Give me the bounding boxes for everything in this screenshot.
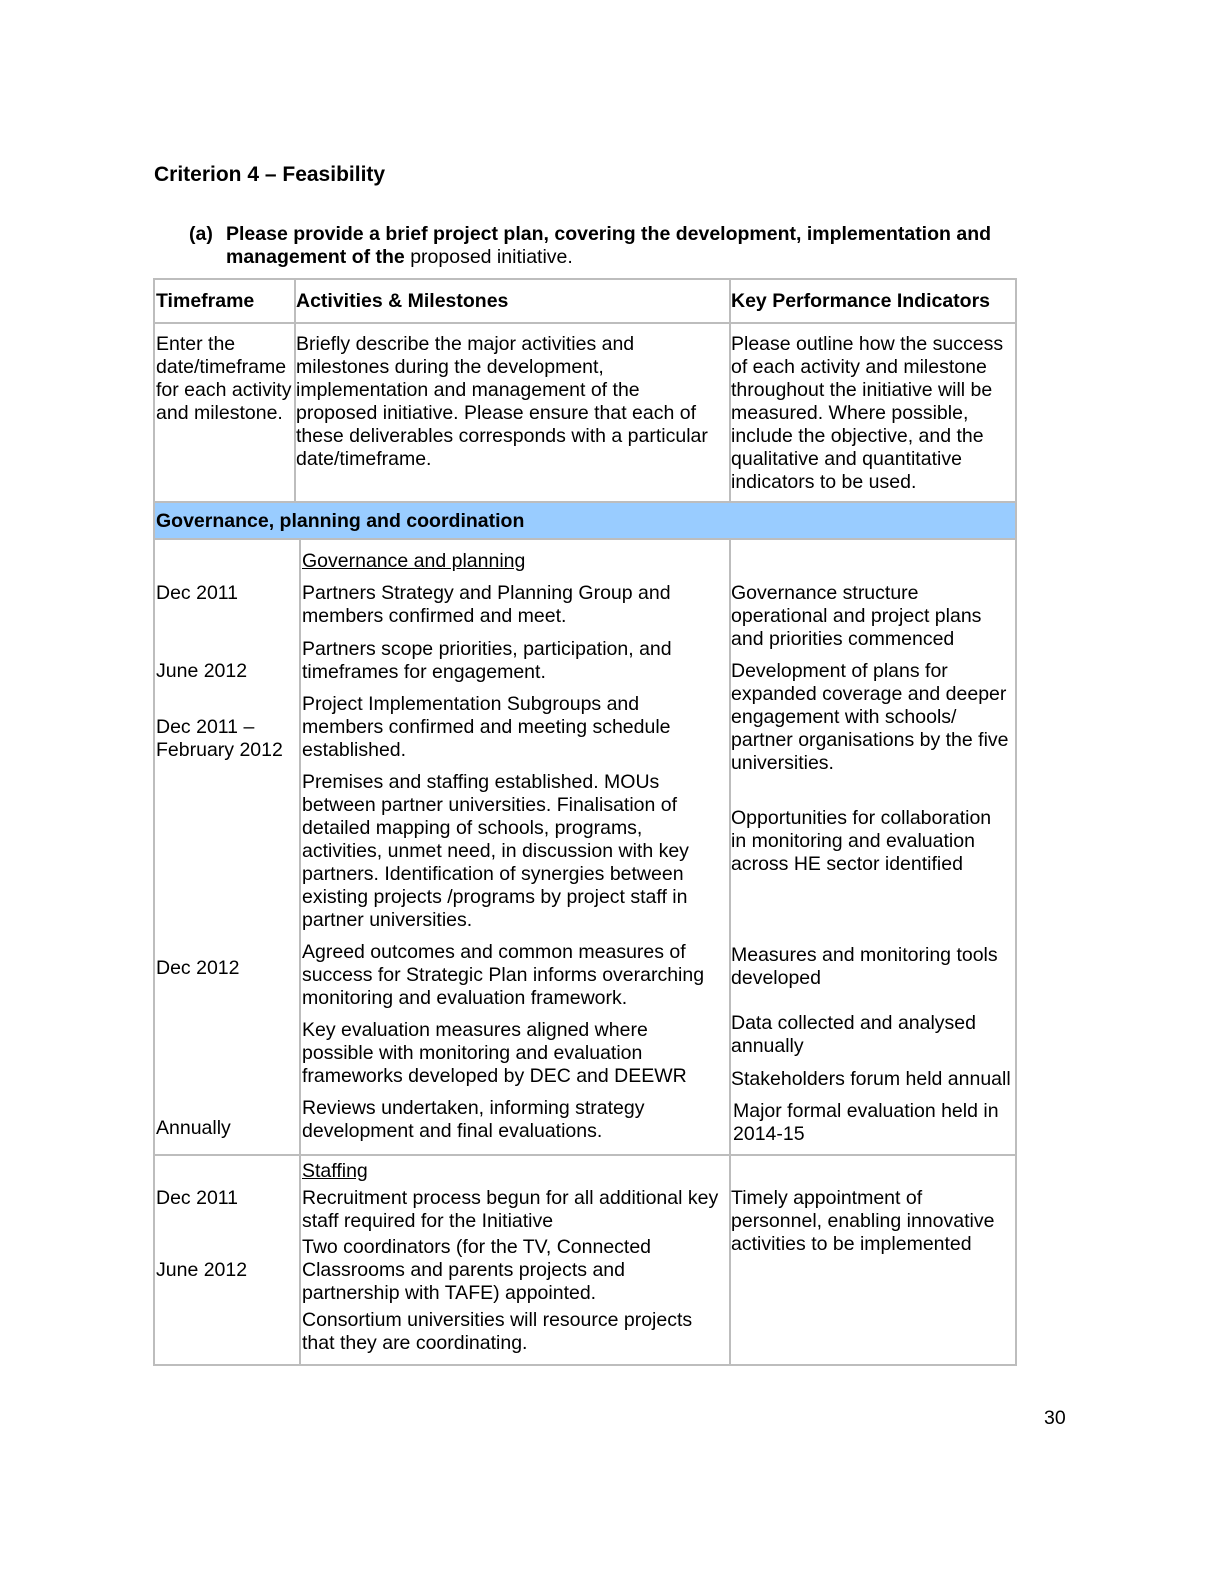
activity-line: development and final evaluations. [302,1120,603,1142]
activity-line: that they are coordinating. [302,1332,528,1354]
text-line: milestones during the development, [296,356,604,378]
activity-line: activities, unmet need, in discussion with key [302,840,689,862]
header-kpi: Key Performance Indicators [731,290,991,312]
subheading-governance: Governance and planning [302,550,526,572]
kpi-line: 2014-15 [733,1123,805,1145]
activity-line: Project Implementation Subgroups and [302,693,640,715]
activity-line: Partners Strategy and Planning Group and [302,582,671,604]
activity-line: partners. Identification of synergies between [302,863,684,885]
kpi-line: engagement with schools/ [731,706,957,728]
kpi-line: expanded coverage and deeper [731,683,1007,705]
activity-line: timeframes for engagement. [302,661,546,683]
kpi-line: Data collected and analysed [731,1012,976,1034]
kpi-line: Major formal evaluation held in [733,1100,999,1122]
kpi-line: universities. [731,752,834,774]
activity-line: partner universities. [302,909,473,931]
text-line: include the objective, and the [731,425,984,447]
activity-line: monitoring and evaluation framework. [302,987,628,1009]
timeframe-cell: Dec 2011 – [156,716,255,738]
kpi-line: partner organisations by the five [731,729,1009,751]
activity-line: Agreed outcomes and common measures of [302,941,686,963]
kpi-line: Stakeholders forum held annuall [731,1068,1011,1090]
row-divider [153,1154,1017,1156]
activity-line: Recruitment process begun for all additional key [302,1187,719,1209]
header-timeframe: Timeframe [156,290,255,312]
question-normal-text: proposed initiative. [404,246,573,268]
text-line: date/timeframe [156,356,287,378]
kpi-line: in monitoring and evaluation [731,830,975,852]
kpi-line: Measures and monitoring tools [731,944,998,966]
page-number: 30 [1044,1407,1066,1429]
activity-line: established. [302,739,407,761]
text-line: Briefly describe the major activities and [296,333,635,355]
kpi-line: personnel, enabling innovative [731,1210,995,1232]
activity-line: existing projects /programs by project staff in [302,886,688,908]
text-line: Enter the [156,333,236,355]
timeframe-cell: Annually [156,1117,231,1139]
text-line: measured. Where possible, [731,402,969,424]
section-title: Governance, planning and coordination [156,510,525,532]
activity-line: Reviews undertaken, informing strategy [302,1097,645,1119]
text-line: these deliverables corresponds with a particular [296,425,708,447]
activity-line: detailed mapping of schools, programs, [302,817,643,839]
activity-line: Premises and staffing established. MOUs [302,771,660,793]
row-divider [153,322,1017,324]
activity-line: frameworks developed by DEC and DEEWR [302,1065,687,1087]
activity-line: Partners scope priorities, participation, and [302,638,672,660]
timeframe-cell: February 2012 [156,739,283,761]
text-line: qualitative and quantitative [731,448,962,470]
activity-line: Consortium universities will resource projects [302,1309,693,1331]
activity-line: Two coordinators (for the TV, Connected [302,1236,652,1258]
question-letter: (a) [189,223,213,245]
row-divider [153,538,1017,540]
kpi-line: operational and project plans [731,605,982,627]
text-line: and milestone. [156,402,283,424]
activity-line: success for Strategic Plan informs overarching [302,964,705,986]
kpi-line: across HE sector identified [731,853,963,875]
activity-line: members confirmed and meet. [302,605,567,627]
row-divider [153,501,1017,503]
timeframe-cell: Dec 2012 [156,957,240,979]
kpi-line: Opportunities for collaboration [731,807,992,829]
column-divider [299,538,301,1366]
timeframe-cell: Dec 2011 [156,1187,239,1209]
timeframe-cell: June 2012 [156,1259,248,1281]
text-line: date/timeframe. [296,448,432,470]
question-bold-text: Please provide a brief project plan, covering the development, implementation and management of the [226,223,992,268]
activity-line: partnership with TAFE) appointed. [302,1282,597,1304]
activity-line: between partner universities. Finalisation of [302,794,678,816]
page-heading: Criterion 4 – Feasibility [154,163,386,186]
kpi-line: developed [731,967,821,989]
text-line: for each activity [156,379,292,401]
kpi-line: activities to be implemented [731,1233,972,1255]
question-text [226,223,1026,269]
activity-line: possible with monitoring and evaluation [302,1042,643,1064]
text-line: of each activity and milestone [731,356,987,378]
kpi-line: Governance structure [731,582,919,604]
activity-line: Classrooms and parents projects and [302,1259,625,1281]
activity-line: members confirmed and meeting schedule [302,716,671,738]
activity-line: staff required for the Initiative [302,1210,554,1232]
kpi-line: Development of plans for [731,660,948,682]
kpi-line: and priorities commenced [731,628,955,650]
text-line: proposed initiative. Please ensure that each of [296,402,697,424]
text-line: implementation and management of the [296,379,640,401]
kpi-line: annually [731,1035,804,1057]
subheading-staffing: Staffing [302,1160,368,1182]
kpi-line: Timely appointment of [731,1187,923,1209]
text-line: indicators to be used. [731,471,917,493]
text-line: throughout the initiative will be [731,379,993,401]
text-line: Please outline how the success [731,333,1004,355]
header-activities: Activities & Milestones [296,290,509,312]
timeframe-cell: Dec 2011 [156,582,239,604]
activity-line: Key evaluation measures aligned where [302,1019,648,1041]
timeframe-cell: June 2012 [156,660,248,682]
